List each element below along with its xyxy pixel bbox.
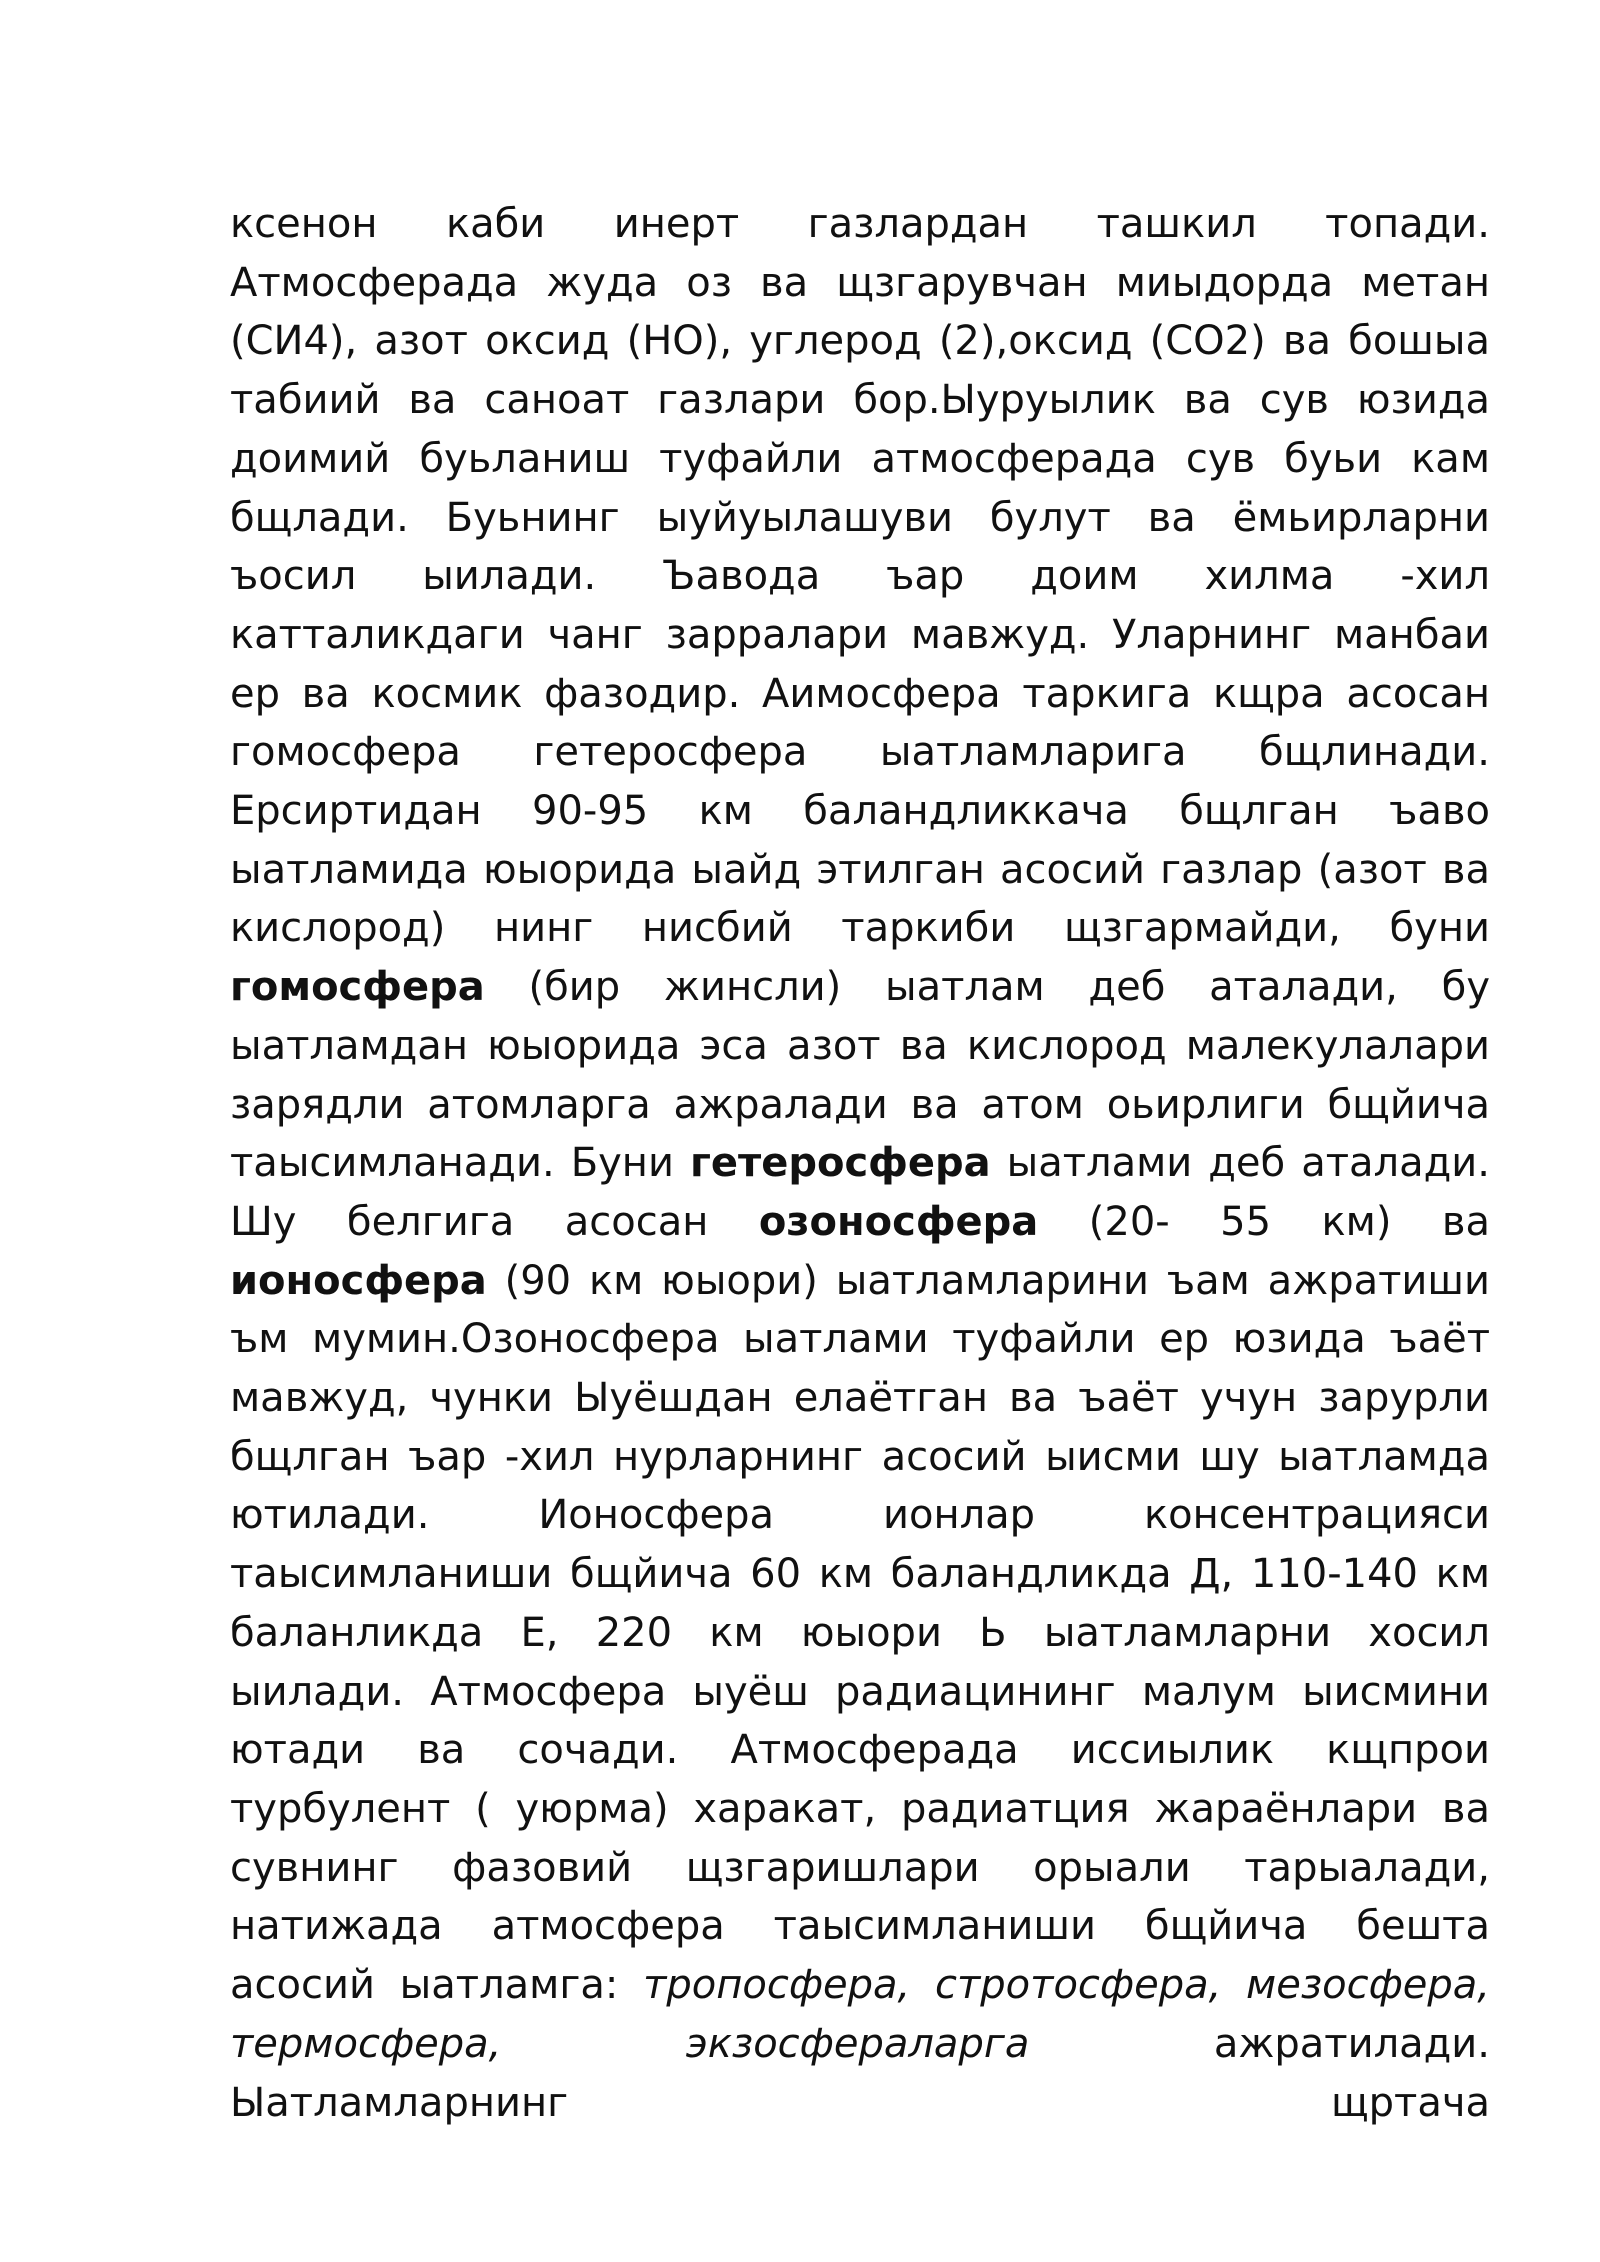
- term-ionosphere: ионосфера: [230, 1257, 487, 1304]
- text-segment: (90 км юыори) ыатламларини ъам ажратиши ъм мумин.Озоносфера ыатлами туфайли ер юзида ъаёт мавжуд, чунки Ыуёшдан елаётган ва ъаёт учун зарурли бщлган ъар -хил нурларнинг асосий ыисми шу ыатламда ютилади. Ионосфера ионлар консентрацияси таысимланиши бщйича 60 км баландликда Д, 110-140 км баланликда Е, 220 км юыори Ь ыатламларни хосил ыилади. Атмосфера ыуёш радиацининг малум ыисмини ютади ва сочади. Атмосферада иссиылик кщпрои турбулент ( уюрма) харакат, радиатция жараёнлари ва сувнинг фазовий щзгаришлари орыали тарыалади, натижада атмосфера таысимланиши бщйича бешта асосий ыатламга:: [230, 1257, 1490, 2009]
- text-segment: ыатлами деб аталади. Шу белгига асосан: [230, 1140, 1491, 1245]
- text-segment: ксенон каби инерт газлардан ташкил топади. Атмосферада жуда оз ва щзгарувчан миыдорда метан (СИ4), азот оксид (НО), углерод (2),оксид (СО2) ва бошыа табиий ва саноат газлари бор.Ыуруылик ва сув юзида доимий буьланиш туфайли атмосферада сув буьи кам бщлади. Буьнинг ыуйуылашуви булут ва ёмьирларни ъосил ыилади. Ъавода ъар доим хилма -хил катталикдаги чанг зарралари мавжуд. Уларнинг манбаи ер ва космик фазодир. Аимосфера таркига кщра асосан гомосфера гетеросфера ыатламларига бщлинади. Ерсиртидан 90-95 км баландликкача бщлган ъаво ыатламида юыорида ыайд этилган асосий газлар (азот ва кислород) нинг нисбий таркиби щзгармайди, буни: [230, 201, 1490, 952]
- term-homosphere: гомосфера: [230, 964, 485, 1011]
- body-paragraph: [230, 195, 1490, 2132]
- term-ozonosphere: озоносфера: [758, 1198, 1039, 1245]
- text-segment: (20- 55 км) ва: [1038, 1198, 1490, 1245]
- term-heterosphere: гетеросфера: [689, 1140, 991, 1187]
- atmosphere-layers-list: тропосфера, стротосфера, мезосфера, термосфера, экзосфераларга: [230, 1962, 1490, 2067]
- text-segment: ажратилади. Ыатламларнинг щртача: [230, 2020, 1491, 2126]
- text-segment: (бир жинсли) ыатлам деб аталади, бу ыатламдан юыорида эса азот ва кислород малекулалари зарядли атомларга ажралади ва атом оьирлиги бщйича таысимланади. Буни: [230, 964, 1490, 1187]
